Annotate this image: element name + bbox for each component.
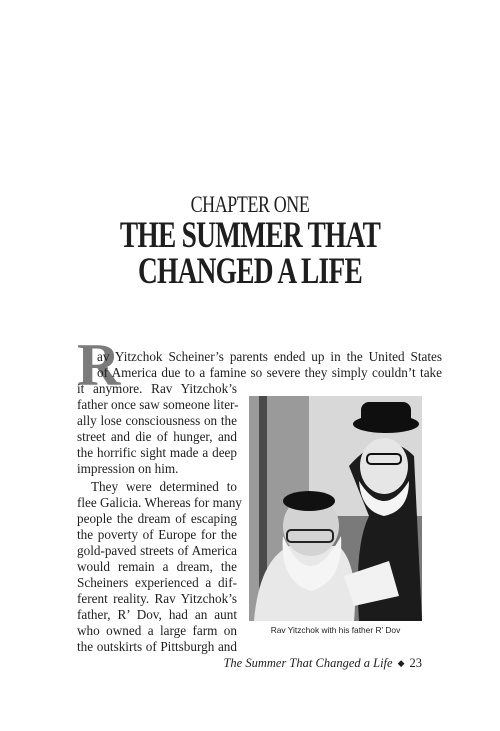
diamond-separator-icon: ◆ [397,658,405,668]
body-line: would remain a dream, the [77,559,237,574]
chapter-label: CHAPTER ONE [190,192,310,217]
photo-illustration [249,396,422,621]
body-line: ally lose consciousness on the [77,413,237,428]
body-line: street and die of hunger, and [77,429,237,444]
body-line: Scheiners experienced a dif- [77,575,237,590]
body-line: the poverty of Europe for the [77,527,237,542]
running-title: The Summer That Changed a Life [223,656,393,670]
photo-caption: Rav Yitzchok with his father R’ Dov [270,625,401,635]
body-line: impression on him. [77,461,179,476]
page-footer [223,656,422,671]
chapter-title-line-2: CHANGED A LIFE [138,251,362,292]
body-line: people the dream of escaping [77,511,237,526]
body-line: who owned a large farm on [77,623,237,638]
chapter-title [65,215,435,292]
body-line: ferent reality. Rav Yitzchok’s [77,591,237,606]
body-line: of America due to a famine so severe they simply couldn’t take [97,365,442,380]
body-line: the horrific sight made a deep [77,445,237,460]
body-line: They were determined to [91,479,237,494]
body-line: gold-paved streets of America [77,543,237,558]
body-line: it anymore. Rav Yitzchok’s [77,381,237,396]
body-line: av Yitzchok Scheiner’s parents ended up in the United States [97,349,442,364]
chapter-title-line-1: THE SUMMER THAT [119,215,381,256]
body-line: the outskirts of Pittsburgh and [77,639,237,654]
photo [249,396,422,621]
page-number: 23 [409,656,422,670]
body-line: father once saw someone liter- [77,397,239,412]
body-line: flee Galicia. Whereas for many [77,495,242,510]
drop-cap: R [77,332,121,398]
body-line: father, R’ Dov, had an aunt [77,607,237,622]
